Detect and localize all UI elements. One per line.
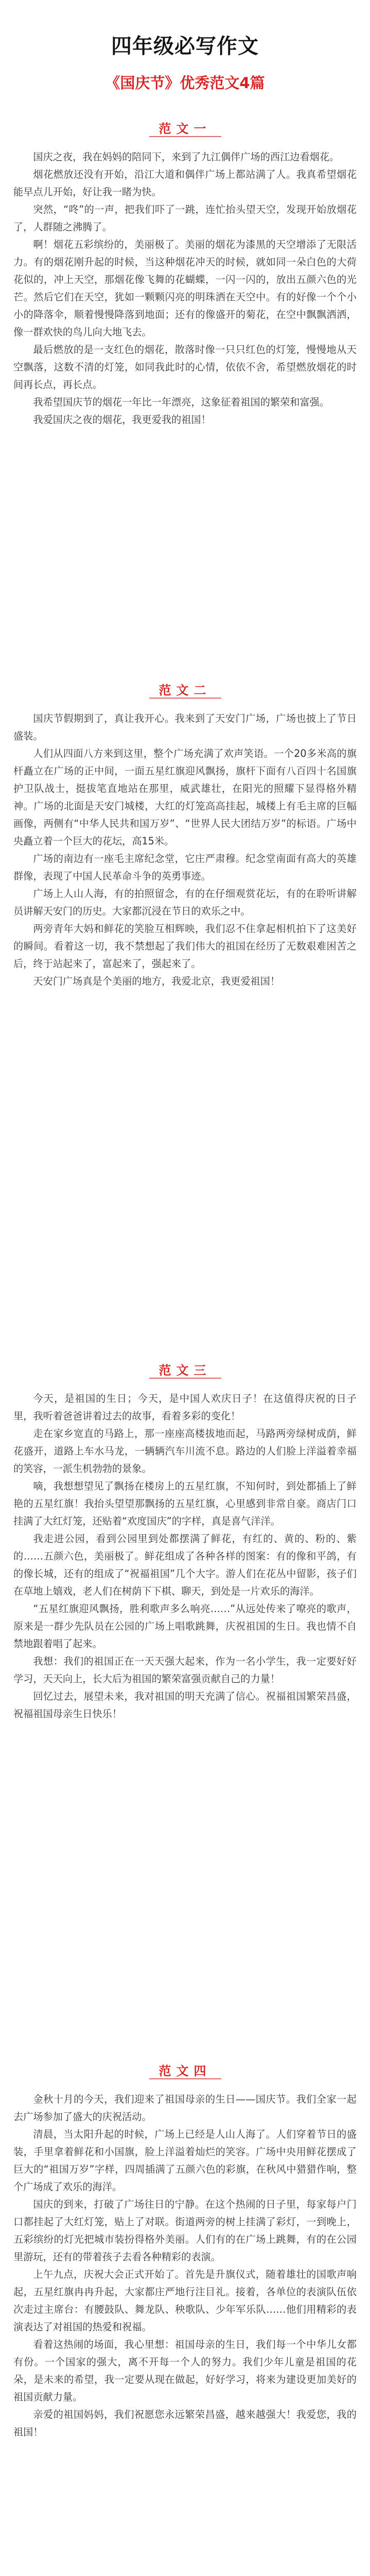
heading-underline bbox=[149, 698, 221, 699]
paragraph: 广场上人山人海，有的拍照留念，有的在仔细观赏花坛，有的在聆听讲解员讲解天安门的历史。大家都沉浸在节日的欢乐之中。 bbox=[13, 888, 357, 917]
paragraph: 最后燃放的是一支红色的烟花，散落时像一只只红色的灯笼，慢慢地从天空飘落，这数不清的灯笼，如同我此时的心情，依依不舍，希望燃放烟花的时间再长点，再长点。 bbox=[13, 344, 357, 391]
section-heading: 范文四 bbox=[158, 2064, 212, 2078]
essay-section-1 bbox=[0, 118, 370, 429]
paragraph: 上午九点，庆祝大会正式开始了。首先是升旗仪式，随着雄壮的国歌声响起，五星红旗冉冉升起，大家都庄严地行注目礼。接着，各单位的表演队伍依次走过主席台：有腰鼓队、舞龙队、秧歌队、少年军乐队……他们用精彩的表演表达了对祖国的热爱和祝福。 bbox=[13, 2268, 357, 2333]
paragraph: 嘀，我想想望见了飘扬在楼房上的五星红旗，不知何时，到处都插上了鲜艳的五星红旗！我抬头望望那飘扬的五星红旗，心里感到非常自豪。商店门口挂满了大红灯笼，还贴着“欢度国庆”的字样，真是喜气洋洋。 bbox=[13, 1480, 357, 1527]
paragraph: 看着这热闹的场面，我心里想：祖国母亲的生日，我们每一个中华儿女都有份。一个国家的强大，离不开每一个人的努力。我们少年儿童是祖国的花朵，是未来的希望，我一定要从现在做起，好好学习，将来为建设更加美好的祖国贡献力量。 bbox=[13, 2338, 357, 2403]
essay-section-4 bbox=[0, 2061, 370, 2441]
paragraph: 今天，是祖国的生日；今天，是中国人欢庆日子！在这值得庆祝的日子里，我听着爸爸讲着过去的故事，看着多彩的变化！ bbox=[13, 1393, 357, 1422]
heading-underline bbox=[149, 1378, 221, 1379]
section-heading: 范文一 bbox=[158, 122, 212, 136]
paragraph: 我走进公园，看到公园里到处都摆满了鲜花，有红的、黄的、粉的、紫的……五颜六色，美丽极了。鲜花组成了各种各样的图案：有的像和平鸽，有的像长城，还有的组成了“祝福祖国”几个大字。游人们在花丛中留影，孩子们在草地上嬉戏，老人们在树荫下下棋、聊天，到处是一片欢乐的海洋。 bbox=[13, 1533, 357, 1597]
section-heading: 范文二 bbox=[158, 683, 212, 698]
paragraph: 走在家乡宽直的马路上，那一座座高楼拔地而起，马路两旁绿树成荫，鲜花盛开，道路上车水马龙，一辆辆汽车川流不息。路边的人们脸上洋溢着幸福的笑容，一派生机勃勃的景象。 bbox=[13, 1428, 357, 1475]
essay-section-3 bbox=[0, 1360, 370, 1723]
paragraph: 啊！烟花五彩缤纷的，美丽极了。美丽的烟花为漆黑的天空增添了无限活力。有的烟花刚升起的时候，当这种烟花冲天的时候，就如同一朵白色的大荷花似的，冲上天空，那烟花像飞舞的花蝴蝶，一闪一闪的，放出五颜六色的光芒。然后它们在天空，犹如一颗颗闪亮的明珠洒在天空中。有的好像一个个小小的降落伞，顺着慢慢降落到地面；还有的像盛开的菊花，在空中飘飘洒洒，像一群欢快的鸟儿向大地飞去。 bbox=[13, 239, 357, 338]
paragraph: 金秋十月的今天，我们迎来了祖国母亲的生日——国庆节。我们全家一起去广场参加了盛大的庆祝活动。 bbox=[13, 2093, 357, 2123]
section-heading-block bbox=[0, 1360, 370, 1381]
heading-underline bbox=[149, 2078, 221, 2079]
paragraph: 天安门广场真是个美丽的地方，我爱北京，我更爱祖国！ bbox=[33, 975, 280, 987]
paragraph: 亲爱的祖国妈妈，我们祝愿您永远繁荣昌盛，越来越强大！我爱您，我的祖国！ bbox=[13, 2409, 357, 2438]
paragraph: 清晨，当太阳升起的时候，广场上已经是人山人海了。人们穿着节日的盛装，手里拿着鲜花和小国旗，脸上洋溢着灿烂的笑容。广场中央用鲜花摆成了巨大的“祖国万岁”字样，四周插满了五颜六色的彩旗，在秋风中猎猎作响，整个广场成了欢乐的海洋。 bbox=[13, 2128, 357, 2193]
section-heading-block bbox=[0, 680, 370, 701]
section-heading-block bbox=[0, 118, 370, 139]
paragraph: 人们从四面八方来到这里，整个广场充满了欢声笑语。一个20多米高的旗杆矗立在广场的正中间，一面五星红旗迎风飘扬，旗杆下面有八百四十名国旗护卫队战士，挺拔笔直地站在那里，威武雄壮，在阳光的照耀下显得格外精神。广场的北面是天安门城楼，大红的灯笼高高挂起，城楼上有毛主席的巨幅画像，两侧有“中华人民共和国万岁”、“世界人民大团结万岁”的标语。广场中央矗立着一个巨大的花坛，高15米。 bbox=[13, 748, 357, 847]
document-title: 四年级必写作文 bbox=[111, 35, 259, 58]
paragraph: 两旁青年大妈和鲜花的笑脸互相辉映，我们忍不住拿起相机拍下了这美好的瞬间。看着这一切，我不禁想起了我们伟大的祖国在经历了无数艰难困苦之后，终于站起来了，富起来了，强起来了。 bbox=[13, 923, 357, 970]
paragraph: 国庆的到来，打破了广场往日的宁静。在这个热闹的日子里，每家每户门口都挂起了大红灯笼，贴上了对联。街道两旁的树上挂满了彩灯，一到晚上，五彩缤纷的灯光把城市装扮得格外美丽。人们有的在广场上跳舞，有的在公园里游玩，还有的带着孩子去看各种精彩的表演。 bbox=[13, 2198, 357, 2263]
paragraph: 国庆节假期到了，真让我开心。我来到了天安门广场，广场也披上了节日盛装。 bbox=[13, 713, 357, 742]
essay-section-2 bbox=[0, 680, 370, 990]
section-heading-block bbox=[0, 2061, 370, 2081]
paragraph: 我爱国庆之夜的烟花，我更爱我的祖国！ bbox=[33, 414, 211, 426]
paragraph: 广场的南边有一座毛主席纪念堂，它庄严肃穆。纪念堂南面有高大的英雄群像，表现了中国人民革命斗争的英勇事迹。 bbox=[13, 853, 357, 882]
paragraph: 回忆过去，展望未来，我对祖国的明天充满了信心。祝福祖国繁荣昌盛，祝福祖国母亲生日快乐！ bbox=[13, 1690, 357, 1720]
document-subtitle: 《国庆节》优秀范文4篇 bbox=[105, 74, 265, 92]
paragraph: 烟花燃放还没有开始，沿江大道和偶伴广场上都站满了人。我真希望烟花能早点儿开始，好让我一睹为快。 bbox=[13, 168, 357, 198]
heading-underline bbox=[149, 136, 221, 137]
paragraph: 我希望国庆节的烟花一年比一年漂亮，这象征着祖国的繁荣和富强。 bbox=[33, 396, 330, 408]
paragraph: “五星红旗迎风飘扬，胜利歌声多么响亮……”从远处传来了嘹亮的歌声，原来是一群少先队员在公园的广场上唱歌跳舞，庆祝祖国的生日。我也情不自禁地跟着唱了起来。 bbox=[13, 1603, 357, 1650]
paragraph: 突然，“咚”的一声，把我们吓了一跳，连忙抬头望天空，发现开始放烟花了，人群随之沸腾了。 bbox=[13, 204, 357, 233]
paragraph: 国庆之夜，我在妈妈的陪同下，来到了九江偶伴广场的西江边看烟花。 bbox=[33, 151, 340, 163]
paragraph: 我想：我们的祖国正在一天天强大起来，作为一名小学生，我一定要好好学习，天天向上，长大后为祖国的繁荣富强贡献自己的力量！ bbox=[13, 1655, 357, 1685]
section-heading: 范文三 bbox=[158, 1363, 212, 1378]
